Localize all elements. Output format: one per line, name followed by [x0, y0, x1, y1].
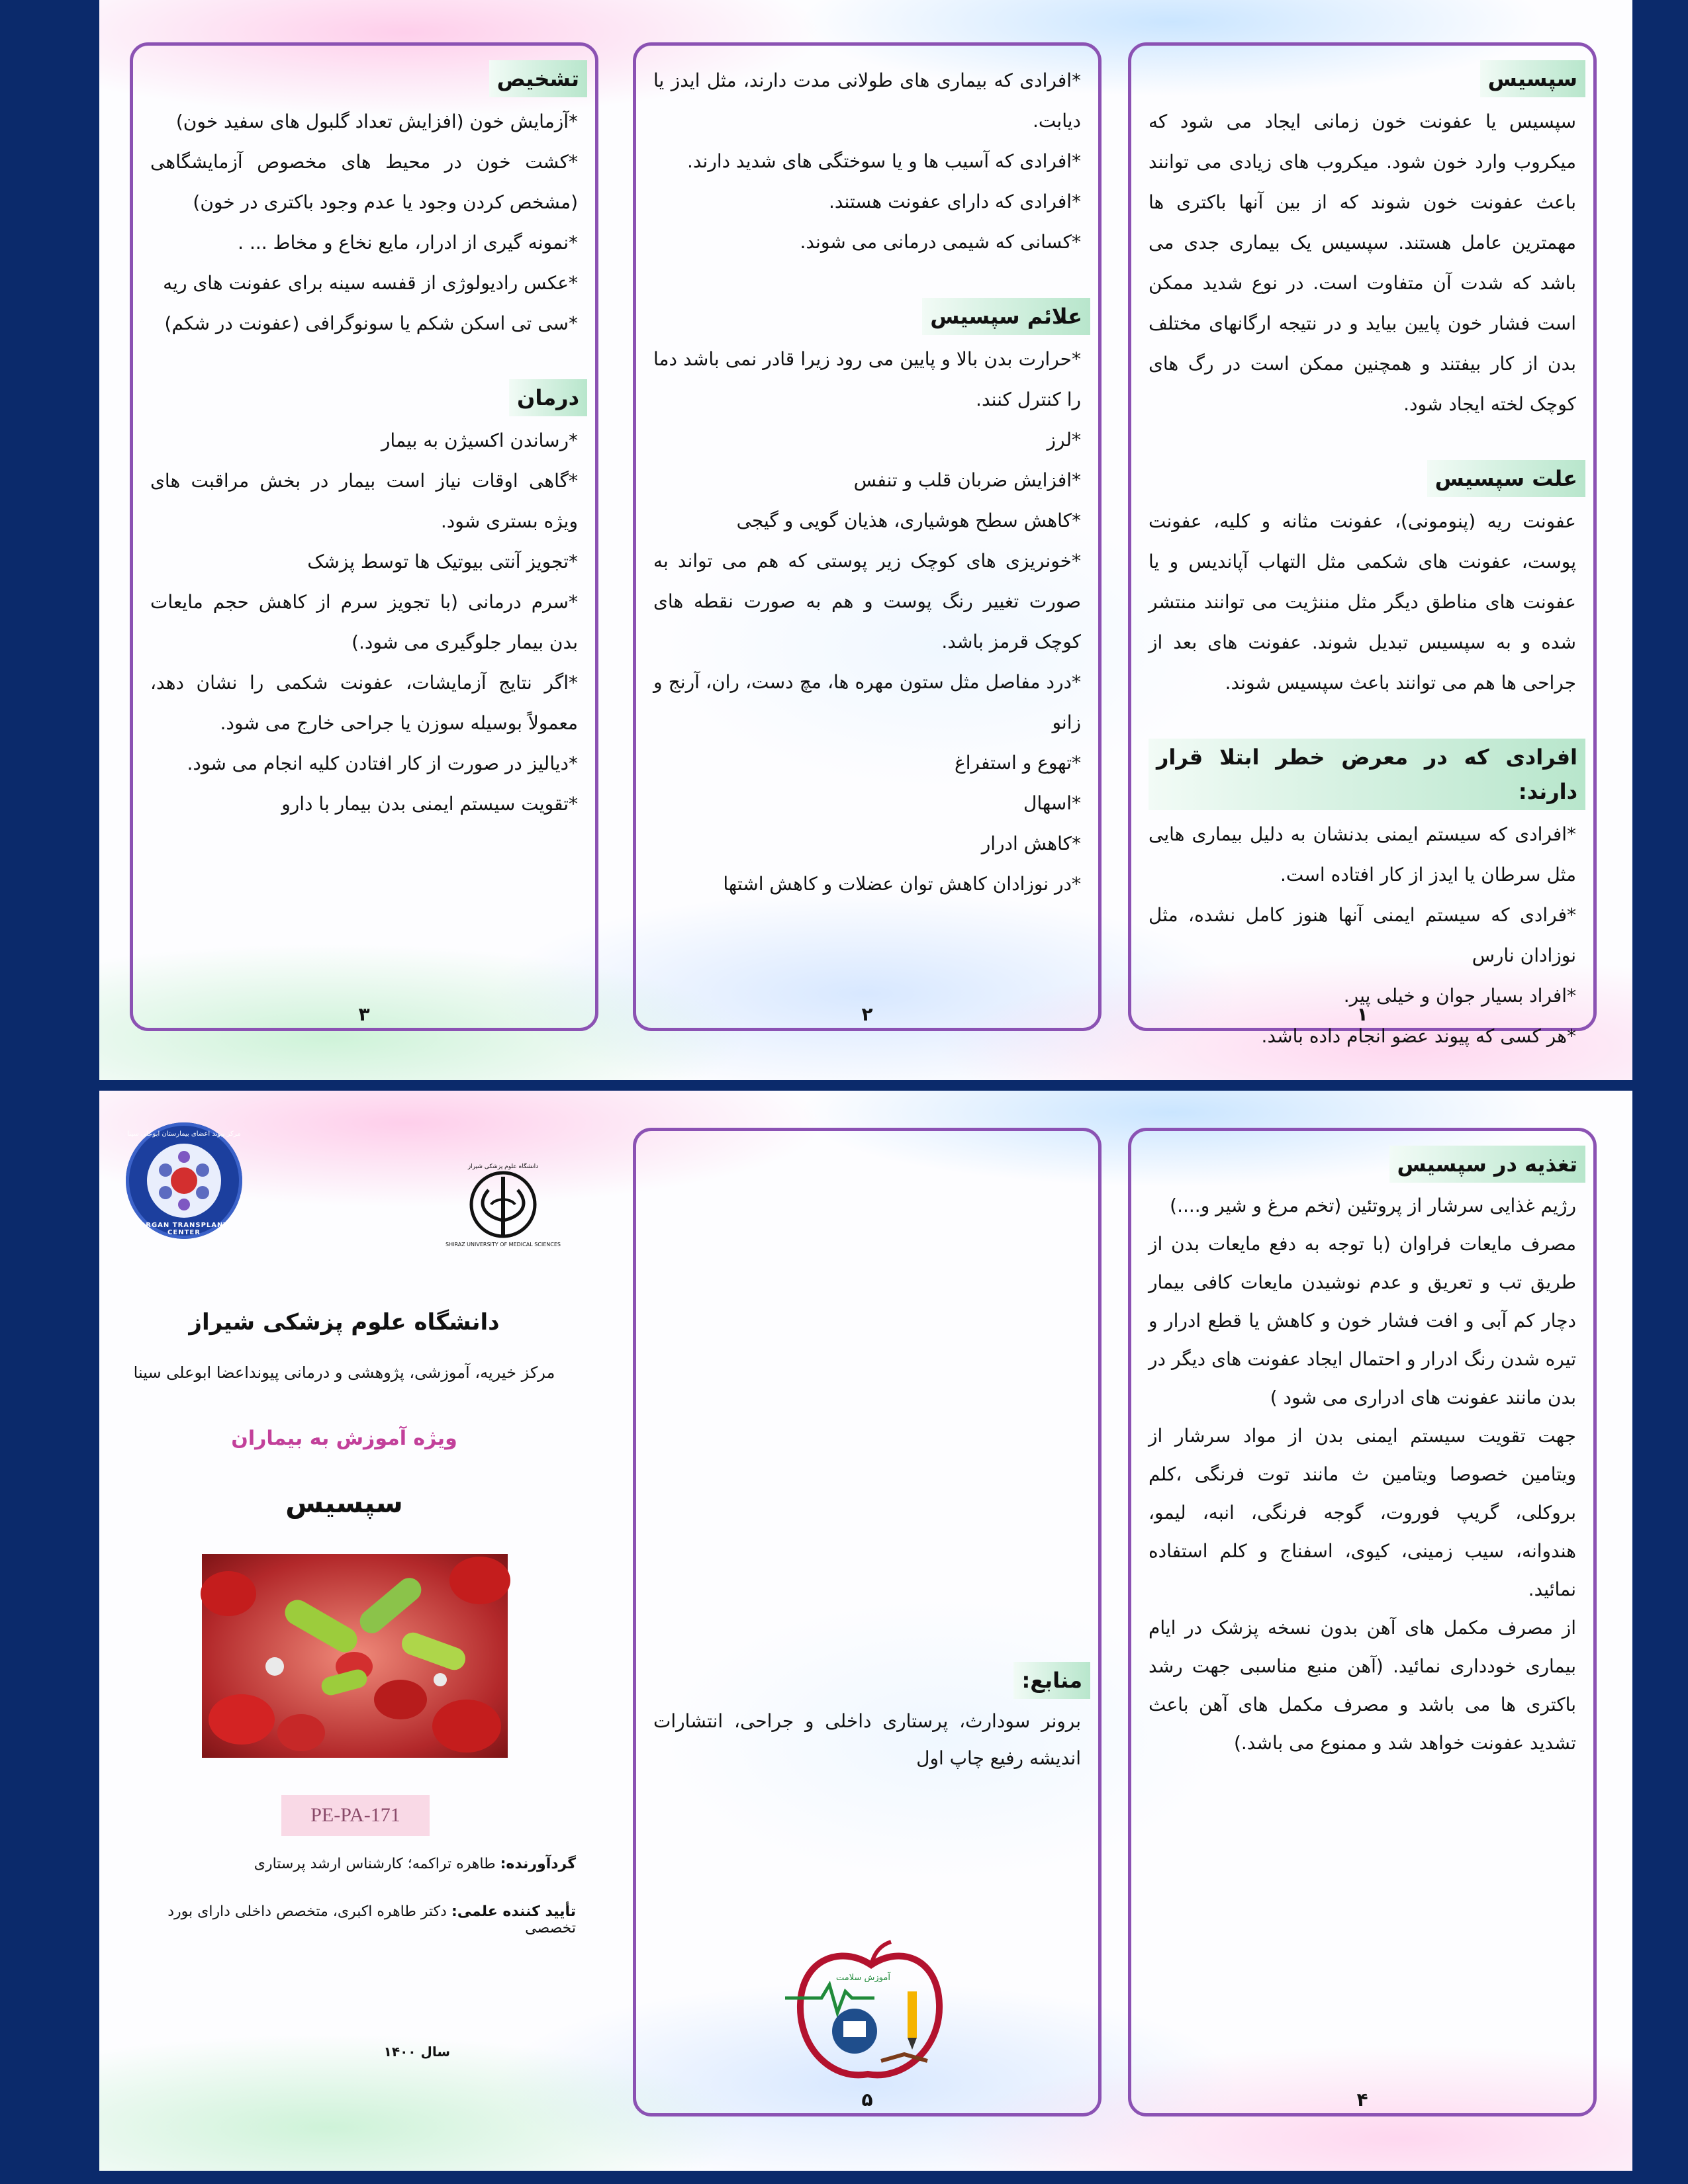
compiler-label: گردآورنده: — [500, 1856, 576, 1872]
cover-special-label: ویژه آموزش به بیماران — [231, 1427, 457, 1450]
transplant-center-logo — [126, 1122, 242, 1239]
risk-item: *افراد بسیار جوان و خیلی پیر. — [1343, 985, 1576, 1007]
document-code: PE-PA-171 — [281, 1795, 430, 1836]
diagnosis-item: *کشت خون در محیط های مخصوص آزمایشگاهی (مشخص کردن وجود یا عدم وجود باکتری در خون) — [150, 151, 578, 213]
page-number: ۱ — [1356, 1003, 1368, 1025]
symptom-item: *کاهش ادرار — [981, 833, 1081, 854]
approver-line — [113, 1903, 576, 1936]
transplant-center-logo-en: ORGAN TRANSPLANT CENTER — [139, 1222, 229, 1236]
treatment-heading: درمان — [509, 379, 587, 416]
diagnosis-item: *سی تی اسکن شکم یا سونوگرافی (عفونت در شکم) — [164, 312, 578, 334]
symptom-item: *در نوزادان کاهش توان عضلات و کاهش اشتها — [723, 873, 1081, 895]
university-logo — [445, 1163, 561, 1256]
treatment-item: *اگر نتایج آزمایشات، عفونت شکمی را نشان دهد، معمولاً بوسیله سوزن یا جراحی خارج می شود. — [150, 672, 578, 734]
health-education-logo — [782, 1938, 961, 2091]
transplant-center-logo-text: مرکز پیوند اعضای بیمارستان ابوعلی سینا — [127, 1130, 241, 1138]
cover-university-name: دانشگاه علوم پزشکی شیراز — [189, 1309, 500, 1336]
panel-page-2 — [633, 42, 1102, 1031]
compiler-name: طاهره تراکمه؛ کارشناس ارشد پرستاری — [254, 1856, 496, 1872]
diagnosis-item: *آزمایش خون (افزایش تعداد گلبول های سفید خون) — [175, 111, 578, 132]
treatment-item: *دیالیز در صورت از کار افتادن کلیه انجام می شود. — [187, 752, 578, 774]
cover-year: سال ۱۴۰۰ — [383, 2044, 450, 2060]
risk-heading: افرادی که در معرض خطر ابتلا قرار دارند: — [1149, 739, 1585, 810]
sources-heading: منابع: — [1013, 1662, 1090, 1699]
risk-item: *هر کسی که پیوند عضو انجام داده باشد. — [1261, 1025, 1576, 1047]
risk-item: *فرادی که سیستم ایمنی آنها هنوز کامل نشده، مثل نوزادان نارس — [1149, 904, 1576, 966]
page-number: ۴ — [1356, 2089, 1368, 2111]
symptom-item: *اسهال — [1023, 792, 1081, 814]
risk-item: *افرادی که بیماری های طولانی مدت دارند، مثل ایدز یا دیابت. — [653, 69, 1081, 132]
risk-item: *کسانی که شیمی درمانی می شوند. — [800, 231, 1081, 253]
symptom-item: *حرارت بدن بالا و پایین می رود زیرا قادر نمی باشد دما را کنترل کنند. — [653, 348, 1081, 410]
apple-logo-icon — [782, 1938, 961, 2091]
approver-name: دکتر طاهره اکبری، متخصص داخلی دارای بورد تخصصی — [167, 1903, 576, 1936]
symptom-item: *افزایش ضربان قلب و تنفس — [853, 469, 1081, 491]
symptom-item: *خونریزی های کوچک زیر پوستی که هم می تواند به صورت تغییر رنگ پوست و هم به صورت نقطه های کوچک قرمز باشد. — [653, 550, 1081, 653]
nutrition-paragraph: از مصرف مکمل های آهن بدون نسخه پزشک در ایام بیماری خودداری نمائید. (آهن منبع مناسبی جهت رشد باکتری ها می باشد و مصرف مکمل های آهن باعث تشدید عفونت خواهد شد و ممنوع می باشد.) — [1149, 1617, 1576, 1754]
panel-page-3 — [130, 42, 598, 1031]
risk-item: *افرادی که آسیب ها و یا سوختگی های شدید دارند. — [686, 150, 1081, 172]
page-number: ۳ — [358, 1003, 370, 1025]
treatment-item: *تقویت سیستم ایمنی بدن بیمار با دارو — [281, 793, 578, 815]
treatment-item: *رساندن اکسیژن به بیمار — [381, 430, 578, 451]
cover-center-name: مرکز خیریه، آموزشی، پژوهشی و درمانی پیونداعضا ابوعلی سینا — [133, 1363, 555, 1382]
symptom-item: *تهوع و استفراغ — [955, 752, 1081, 774]
sepsis-definition: سپسیس یا عفونت خون زمانی ایجاد می شود که میکروب وارد خون شود. میکروب های زیادی می توانند باعث عفونت خون شوند که از بین آنها باکتری ها مهمترین عامل هستند. سپسیس یک بیماری جدی می باشد که شدت آن متفاوت است. در نوع شدید ممکن است فشار خون پایین بیاید و در نتیجه ارگانهای مختلف بدن از کار بیفتند و همچنین ممکن است در رگ های کوچک لخته ایجاد شود. — [1149, 111, 1576, 415]
bacteria-icon — [202, 1554, 508, 1758]
nutrition-paragraph: رژیم غذایی سرشار از پروتئین (تخم مرغ و شیر و....) — [1170, 1195, 1576, 1216]
nutrition-paragraph: مصرف مایعات فراوان (با توجه به دفع مایعات بدن از طریق تب و تعریق و عدم نوشیدن مایعات کافی بیمار دچار کم آبی و افت فشار خون و کاهش یا قطع ادرار و تیره شدن رنگ ادرار و احتمال ایجاد عفونت های دیگر در بدن مانند عفونت های ادراری می شود ) — [1149, 1233, 1576, 1408]
treatment-item: *سرم درمانی (با تجویز سرم از کاهش حجم مایعات بدن بیمار جلوگیری می شود.) — [150, 591, 578, 653]
symptoms-heading: علائم سپسیس — [922, 298, 1090, 335]
sources-text: برونر سودارث، پرستاری داخلی و جراحی، انتشارات اندیشه رفیع چاپ اول — [653, 1710, 1081, 1769]
cover-panel — [99, 1091, 602, 2171]
university-logo-text: دانشگاه علوم پزشکی شیراز — [467, 1163, 539, 1170]
page-number: ۲ — [861, 1003, 873, 1025]
brochure-page-1 — [99, 0, 1632, 1080]
sepsis-heading: سپسیس — [1480, 60, 1585, 97]
symptom-item: *لرز — [1047, 429, 1081, 451]
page-number: ۵ — [861, 2089, 873, 2111]
symptom-item: *درد مفاصل مثل ستون مهره ها، مچ دست، ران، آرنج و زانو — [653, 671, 1081, 733]
panel-page-1 — [1128, 42, 1597, 1047]
nutrition-paragraph: جهت تقویت سیستم ایمنی بدن از مواد سرشار از ویتامین خصوصا ویتامین ث مانند توت فرنگی ،کلم بروکلی، گریپ فوروت، گوجه فرنگی، انبه، لیمو، هندوانه، سیب زمینی، کیوی، اسفناج و کلم استفاده نمائید. — [1149, 1425, 1576, 1600]
university-logo-en: SHIRAZ UNIVERSITY OF MEDICAL SCIENCES — [445, 1242, 561, 1248]
logo-label: آموزش سلامت — [836, 1973, 890, 1983]
approver-label: تأیید کننده علمی: — [451, 1903, 576, 1920]
nutrition-heading: تغذیه در سپسیس — [1389, 1146, 1586, 1183]
panel-page-5 — [633, 1128, 1102, 2116]
risk-item: *افرادی که دارای عفونت هستند. — [828, 191, 1081, 212]
panel-page-4 — [1128, 1128, 1597, 2116]
risk-item: *افرادی که سیستم ایمنی بدنشان به دلیل بیماری هایی مثل سرطان یا ایدز از کار افتاده است. — [1149, 823, 1576, 886]
brochure-page-2 — [99, 1091, 1632, 2171]
cover-title: سپسیس — [285, 1486, 403, 1519]
bacteria-image — [202, 1554, 508, 1758]
symptom-item: *کاهش سطح هوشیاری، هذیان گویی و گیجی — [736, 510, 1081, 531]
treatment-item: *تجویز آنتی بیوتیک ها توسط پزشک — [307, 551, 578, 572]
diagnosis-heading: تشخیص — [489, 60, 587, 97]
cause-text: عفونت ریه (پنومونی)، عفونت مثانه و کلیه، عفونت پوست، عفونت های شکمی مثل التهاب آپاندیس و یا عفونت های مناطق دیگر مثل مننژیت می توانند منتشر شده و به سپسیس تبدیل شوند. عفونت های بعد از جراحی ها هم می توانند باعث سپسیس شوند. — [1149, 510, 1576, 694]
diagnosis-item: *نمونه گیری از ادرار، مایع نخاع و مخاط ... . — [238, 232, 578, 253]
cause-heading: علت سپسیس — [1427, 460, 1585, 497]
diagnosis-item: *عکس رادیولوژی از قفسه سینه برای عفونت های ریه — [163, 272, 578, 294]
treatment-item: *گاهی اوقات نیاز است بیمار در بخش مراقبت های ویژه بستری شود. — [150, 470, 578, 532]
compiler-line — [126, 1856, 576, 1872]
